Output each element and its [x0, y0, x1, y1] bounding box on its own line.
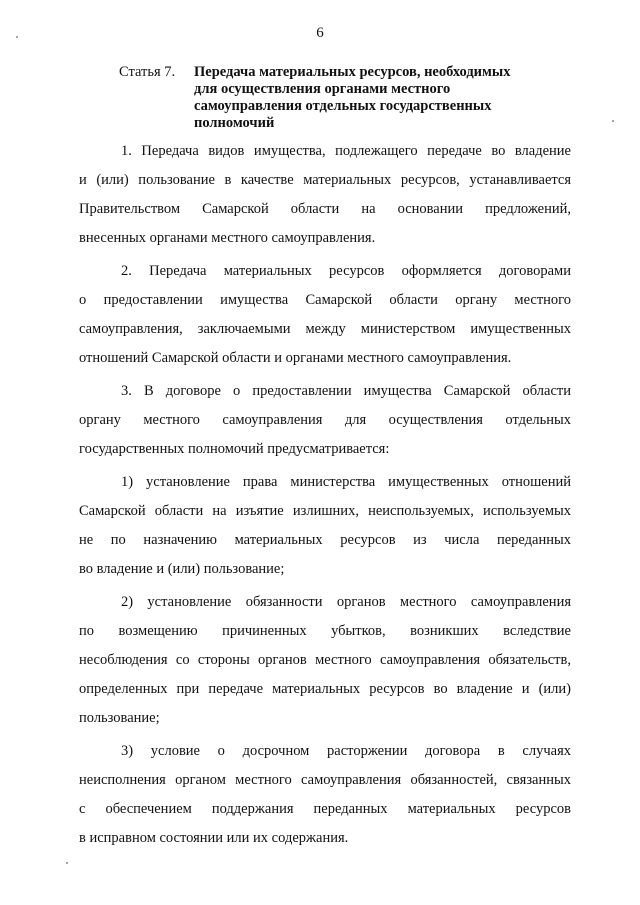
paragraph-1 [79, 137, 571, 253]
document-body [79, 137, 571, 857]
text-line: Самарской области на изъятие излишних, неиспользуемых, используемых [79, 503, 571, 519]
article-title-line: полномочий [194, 115, 275, 131]
paragraph-3-item-2 [79, 588, 571, 733]
text-line: несоблюдения со стороны органов местного самоуправления обязательств, [79, 652, 571, 668]
text-line: о предоставлении имущества Самарской области органу местного [79, 292, 571, 308]
text-line: во владение и (или) пользование; [79, 561, 285, 577]
text-line: с обеспечением поддержания переданных материальных ресурсов [79, 801, 571, 817]
paragraph-3-item-3 [79, 737, 571, 853]
text-line: 2) установление обязанности органов местного самоуправления [121, 594, 571, 610]
text-line: 1. Передача видов имущества, подлежащего передаче во владение [121, 143, 571, 159]
page-number: 6 [316, 25, 324, 41]
text-line: Правительством Самарской области на основании предложений, [79, 201, 571, 217]
text-line: внесенных органами местного самоуправления. [79, 230, 376, 246]
text-line: в исправном состоянии или их содержания. [79, 830, 349, 846]
text-line: неисполнения органом местного самоуправления обязанностей, связанных [79, 772, 571, 788]
paragraph-2 [79, 257, 571, 373]
text-line: 3. В договоре о предоставлении имущества Самарской области [121, 383, 571, 399]
text-line: органу местного самоуправления для осуществления отдельных [79, 412, 571, 428]
text-line: государственных полномочий предусматривается: [79, 441, 390, 457]
article-title-line: для осуществления органами местного [194, 81, 451, 97]
text-line: и (или) пользование в качестве материальных ресурсов, устанавливается [79, 172, 571, 188]
paragraph-3-item-1 [79, 468, 571, 584]
paragraph-3 [79, 377, 571, 464]
text-line: 3) условие о досрочном расторжении договора в случаях [121, 743, 571, 759]
article-title-line: самоуправления отдельных государственных [194, 98, 492, 114]
article-label: Статья 7. [119, 64, 176, 80]
scan-speck [612, 120, 614, 122]
article-title [194, 64, 574, 132]
text-line: 1) установление права министерства имущественных отношений [121, 474, 571, 490]
text-line: не по назначению материальных ресурсов из числа переданных [79, 532, 571, 548]
text-line: по возмещению причиненных убытков, возникших вследствие [79, 623, 571, 639]
article-title-line: Передача материальных ресурсов, необходимых [194, 64, 511, 80]
scan-speck [16, 36, 18, 38]
text-line: отношений Самарской области и органами местного самоуправления. [79, 350, 512, 366]
scan-speck [66, 862, 68, 864]
text-line: 2. Передача материальных ресурсов оформляется договорами [121, 263, 571, 279]
text-line: определенных при передаче материальных ресурсов во владение и (или) [79, 681, 571, 697]
text-line: самоуправления, заключаемыми между министерством имущественных [79, 321, 571, 337]
text-line: пользование; [79, 710, 160, 726]
